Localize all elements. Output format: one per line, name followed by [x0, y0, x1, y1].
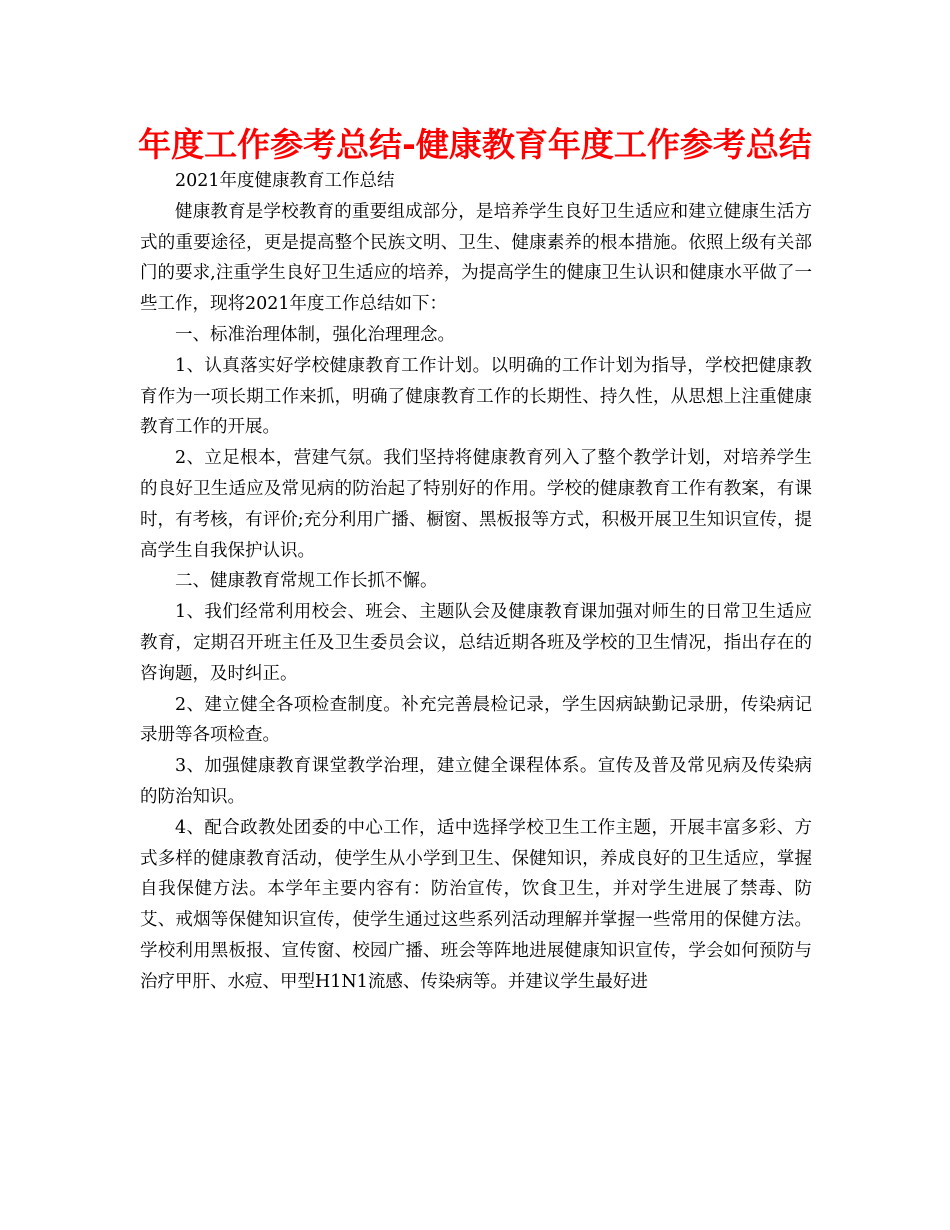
paragraph-1-1: 1、认真落实好学校健康教育工作计划。以明确的工作计划为指导，学校把健康教育作为一项长期工作来抓，明确了健康教育工作的长期性、持久性，从思想上注重健康教育工作的开展。	[140, 355, 812, 438]
paragraph-1-2: 2、立足根本，营建气氛。我们坚持将健康教育列入了整个教学计划，对培养学生的良好卫生适应及常见病的防治起了特别好的作用。学校的健康教育工作有教案，有课时，有考核，有评价;充分利用广播、橱窗、黑板报等方式，积极开展卫生知识宣传，提高学生自我保护认识。	[140, 448, 812, 561]
paragraph-2-3: 3、加强健康教育课堂教学治理，建立健全课程体系。宣传及普及常见病及传染病的防治知识。	[140, 756, 812, 807]
section-heading-1: 一、标准治理体制，强化治理理念。	[175, 324, 455, 345]
paragraph-subtitle: 2021年度健康教育工作总结	[175, 171, 395, 191]
document-body	[140, 166, 812, 998]
paragraph-intro: 健康教育是学校教育的重要组成部分，是培养学生良好卫生适应和建立健康生活方式的重要途径，更是提高整个民族文明、卫生、健康素养的根本措施。依照上级有关部门的要求,注重学生良好卫生适应的培养，为提高学生的健康卫生认识和健康水平做了一些工作，现将2021年度工作总结如下：	[140, 201, 812, 315]
document-title: 年度工作参考总结-健康教育年度工作参考总结	[138, 125, 812, 164]
paragraph-2-2: 2、建立健全各项检查制度。补充完善晨检记录，学生因病缺勤记录册，传染病记录册等各项检查。	[140, 694, 812, 746]
paragraph-2-4: 4、配合政教处团委的中心工作，适中选择学校卫生工作主题，开展丰富多彩、方式多样的健康教育活动，使学生从小学到卫生、保健知识，养成良好的卫生适应，掌握自我保健方法。本学年主要内容有：防治宣传，饮食卫生，并对学生进展了禁毒、防艾、戒烟等保健知识宣传，使学生通过这些系列活动理解并掌握一些常用的保健方法。学校利用黑板报、宣传窗、校园广播、班会等阵地进展健康知识宣传，学会如何预防与治疗甲肝、水痘、甲型H1N1流感、传染病等。并建议学生最好进	[140, 817, 812, 992]
section-heading-2: 二、健康教育常规工作长抓不懈。	[175, 571, 438, 592]
paragraph-2-1: 1、我们经常利用校会、班会、主题队会及健康教育课加强对师生的日常卫生适应教育，定期召开班主任及卫生委员会议，总结近期各班及学校的卫生情况，指出存在的咨询题，及时纠正。	[140, 602, 812, 684]
